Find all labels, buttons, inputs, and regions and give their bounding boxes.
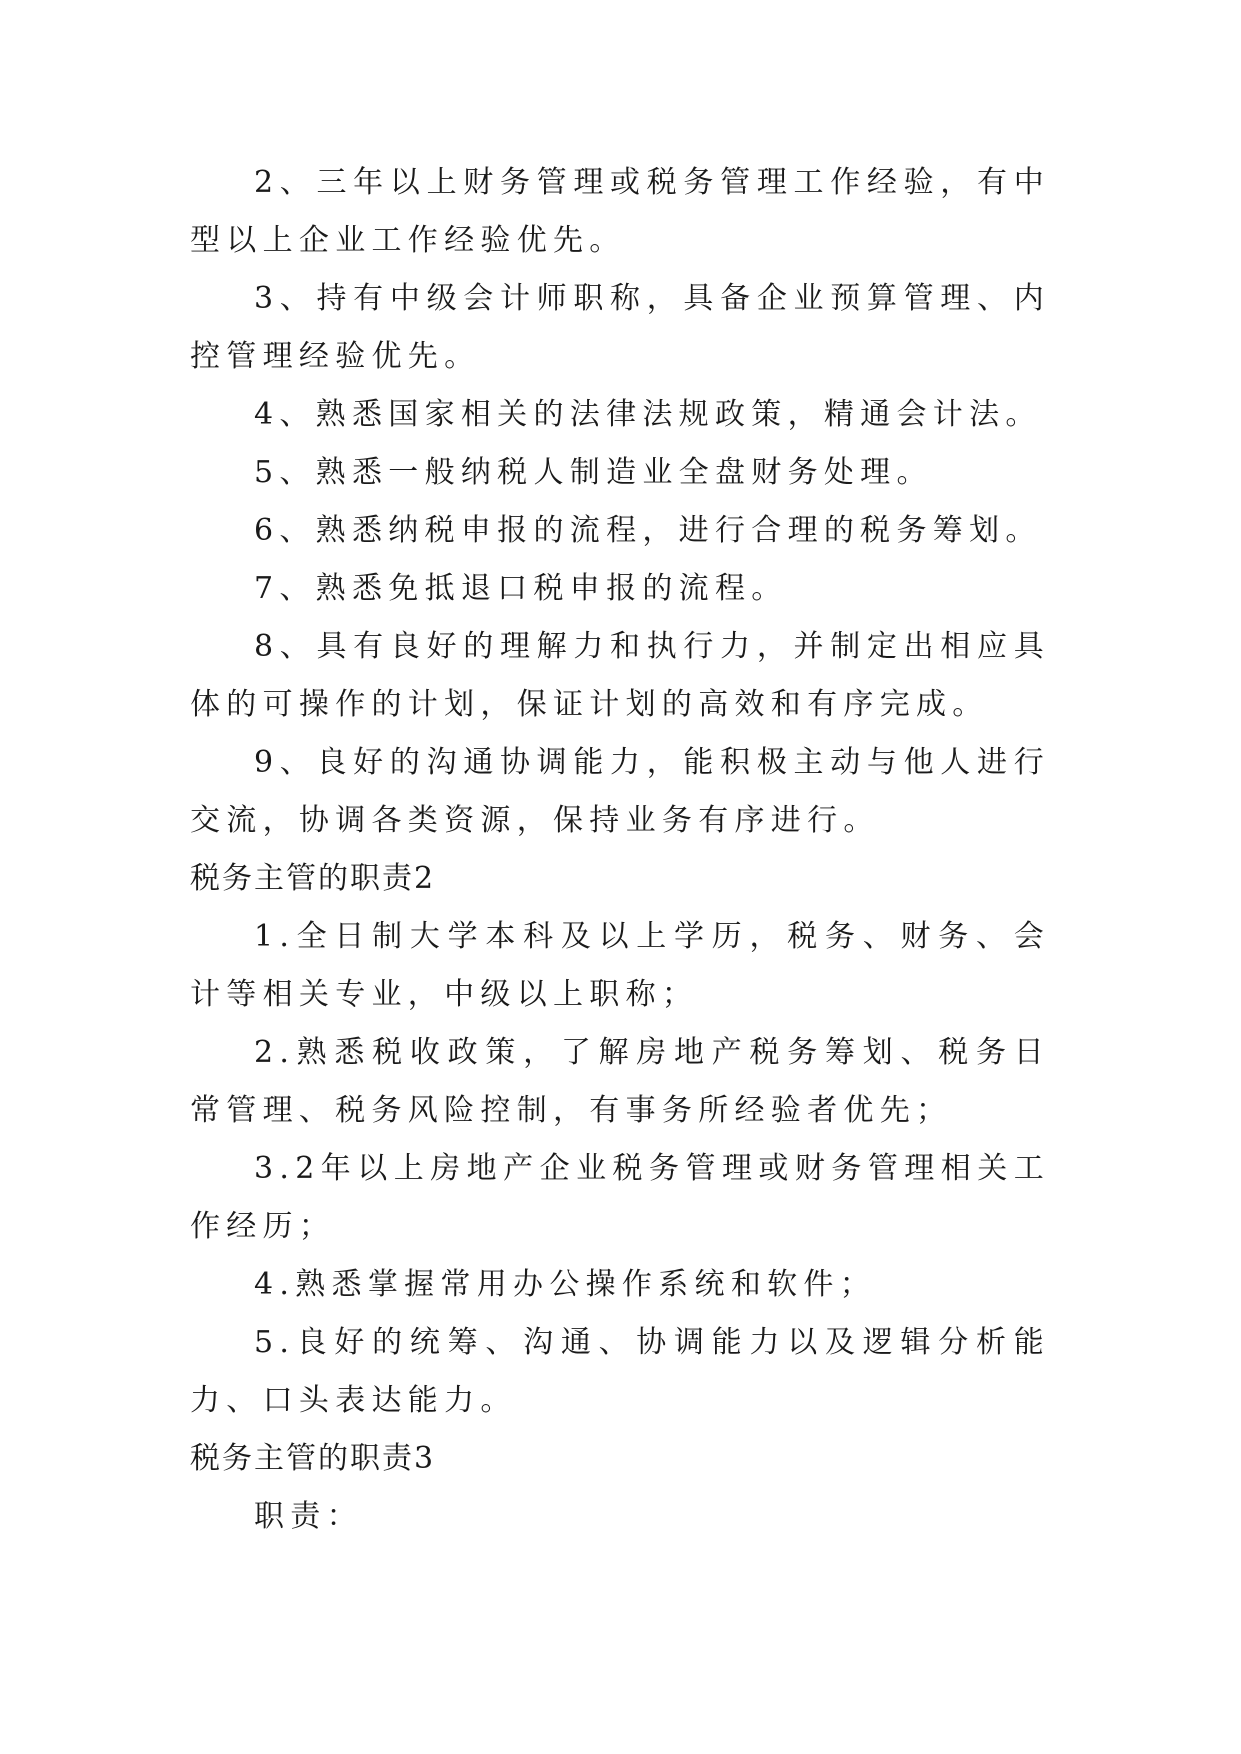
requirement-item-8: 8、具有良好的理解力和执行力，并制定出相应具体的可操作的计划，保证计划的高效和有序完成。: [190, 629, 1050, 722]
duties-label: 职责：: [254, 1499, 363, 1534]
requirement-item-4: 4、熟悉国家相关的法律法规政策，精通会计法。: [254, 397, 1042, 432]
section2-item-3: 3.2年以上房地产企业税务管理或财务管理相关工作经历；: [190, 1151, 1050, 1244]
section-heading-3: 税务主管的职责3: [190, 1441, 436, 1476]
section2-item-2: 2.熟悉税收政策，了解房地产税务筹划、税务日常管理、税务风险控制，有事务所经验者优先；: [190, 1035, 1050, 1128]
requirement-item-2: 2、三年以上财务管理或税务管理工作经验，有中型以上企业工作经验优先。: [190, 165, 1050, 258]
requirement-item-6: 6、熟悉纳税申报的流程，进行合理的税务筹划。: [254, 513, 1042, 548]
section2-item-1: 1.全日制大学本科及以上学历，税务、财务、会计等相关专业，中级以上职称；: [190, 919, 1050, 1012]
section-heading-2: 税务主管的职责2: [190, 861, 436, 896]
document-body: [190, 154, 1050, 1546]
requirement-item-9: 9、良好的沟通协调能力，能积极主动与他人进行交流，协调各类资源，保持业务有序进行。: [190, 745, 1050, 838]
requirement-item-5: 5、熟悉一般纳税人制造业全盘财务处理。: [254, 455, 933, 490]
section2-item-4: 4.熟悉掌握常用办公操作系统和软件；: [254, 1267, 877, 1302]
requirement-item-7: 7、熟悉免抵退口税申报的流程。: [254, 571, 788, 606]
section2-item-5: 5.良好的统筹、沟通、协调能力以及逻辑分析能力、口头表达能力。: [190, 1325, 1050, 1418]
requirement-item-3: 3、持有中级会计师职称，具备企业预算管理、内控管理经验优先。: [190, 281, 1050, 374]
